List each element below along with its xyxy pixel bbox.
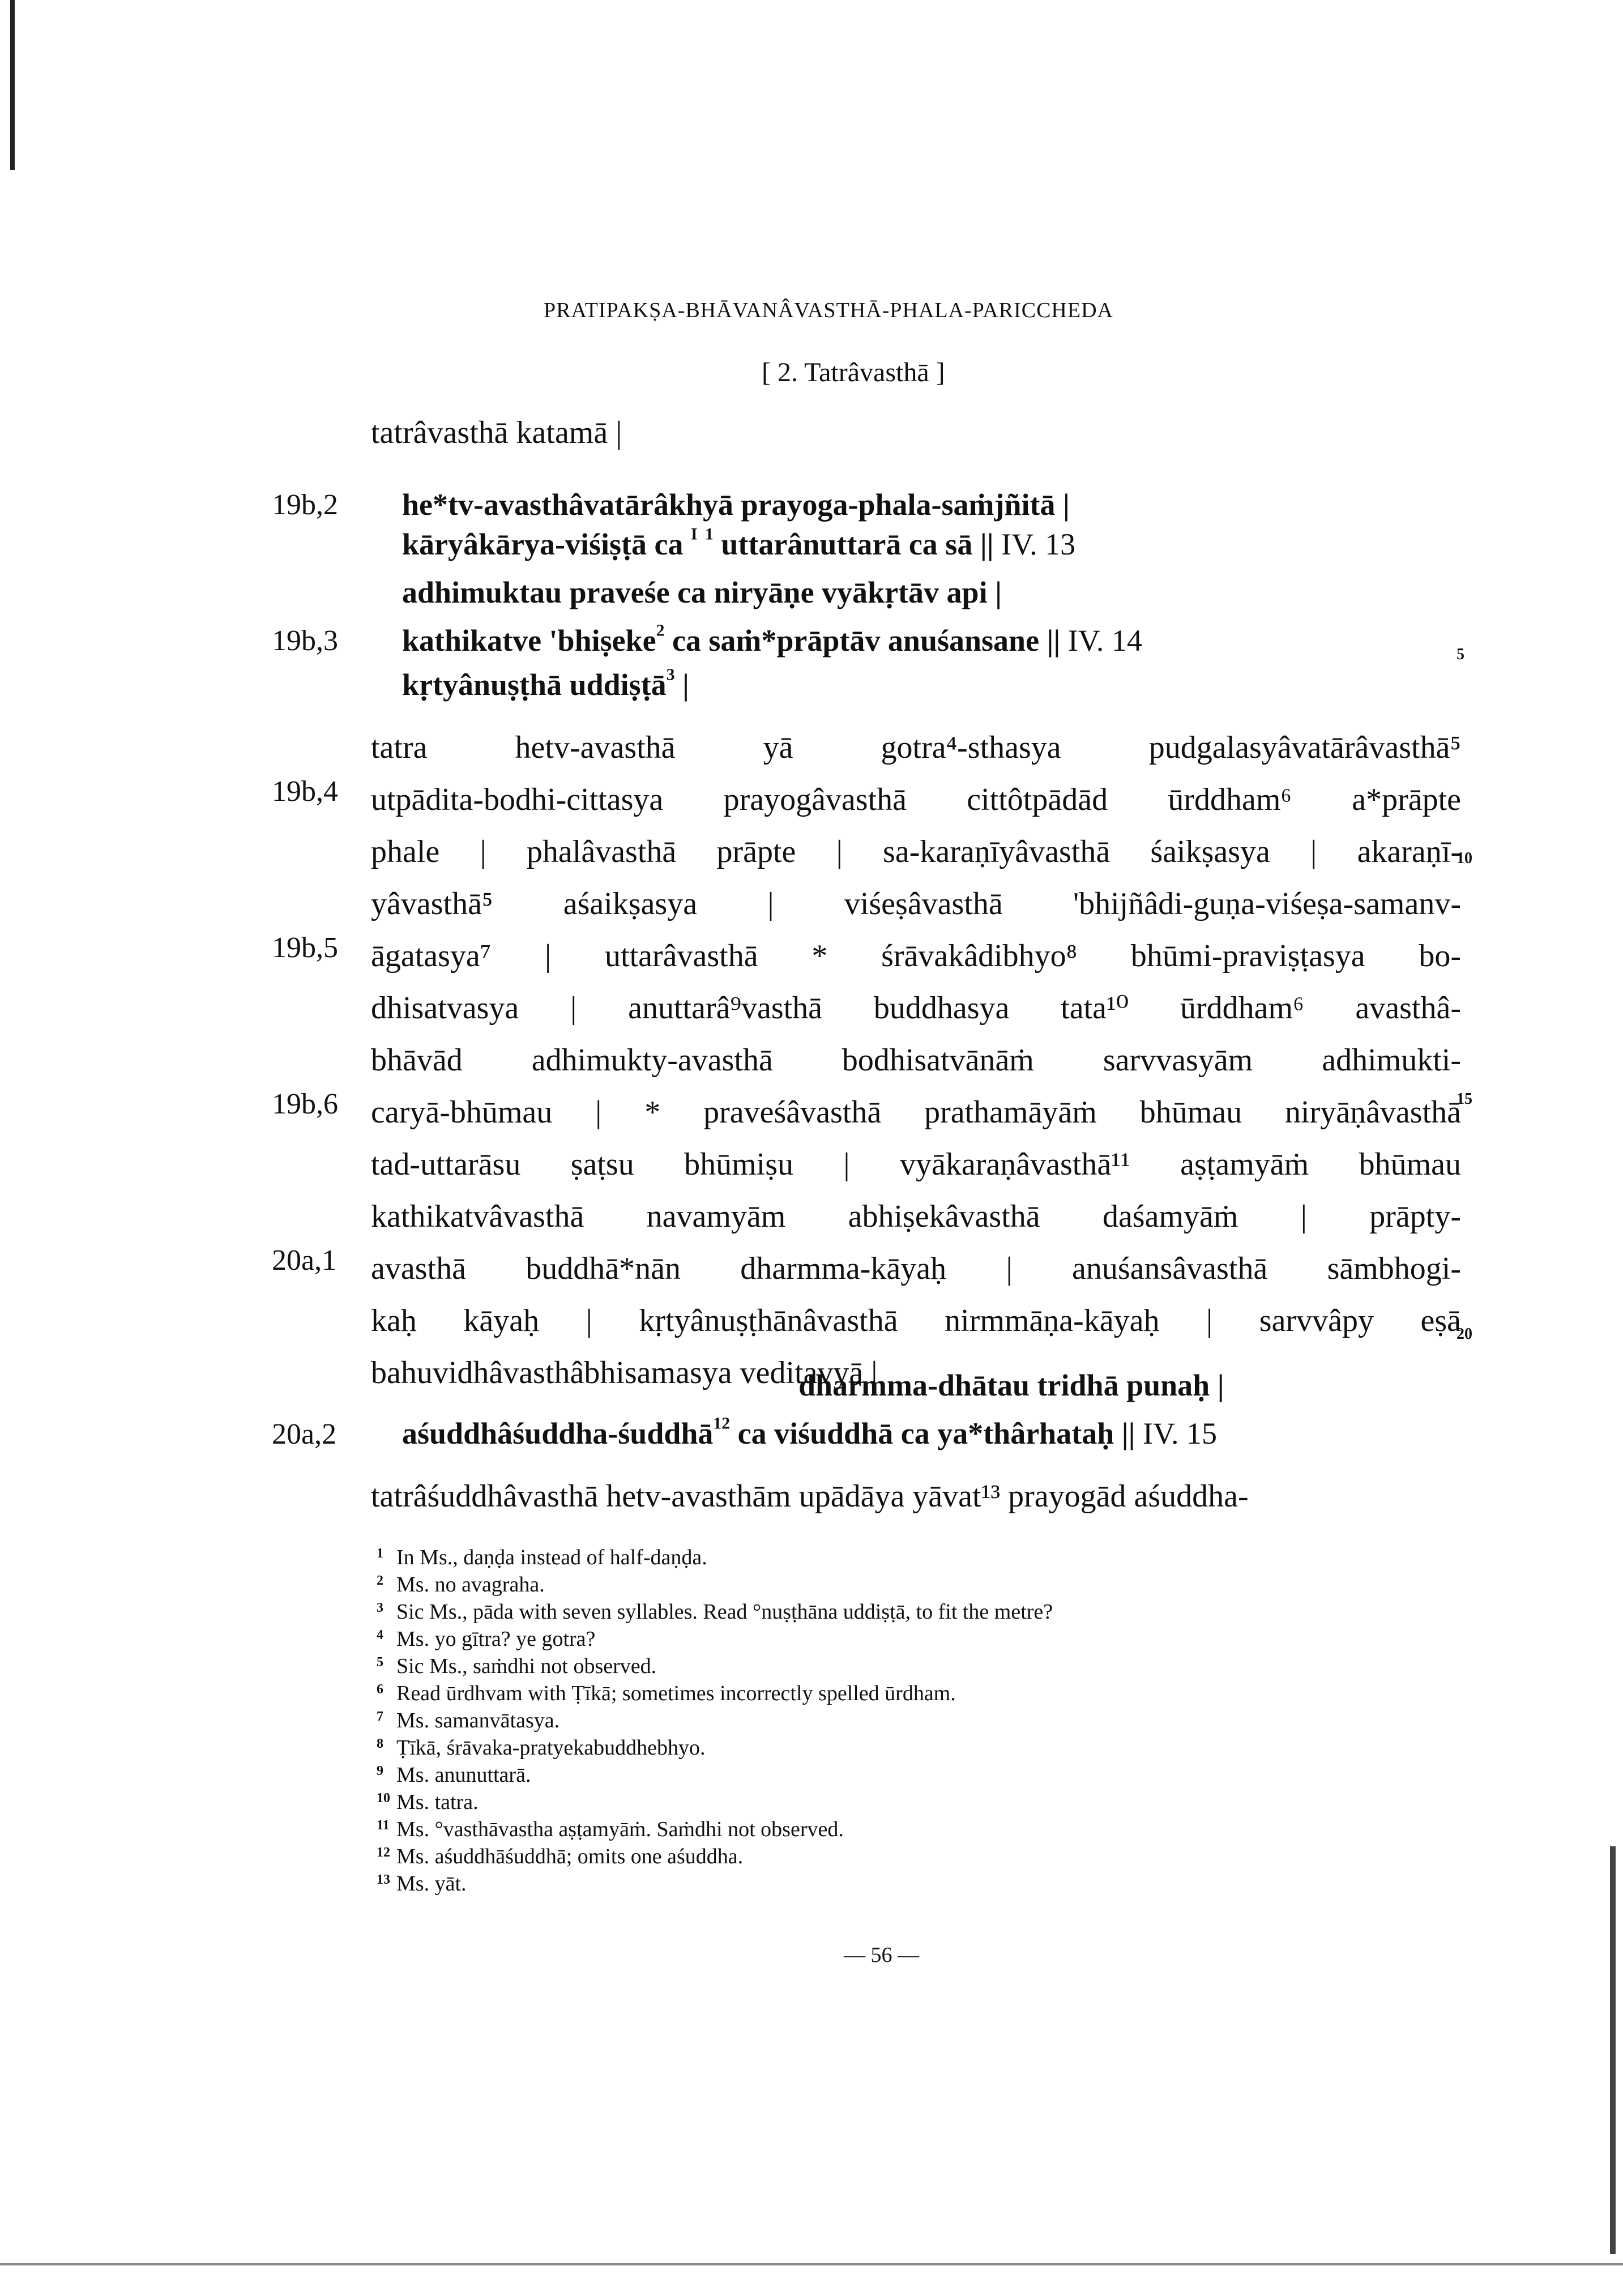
verse-line: kāryâkārya-viśiṣṭā ca $^I$ $^1$ uttarânuttarā ca sā || IV. 13 xyxy=(402,525,1076,561)
prose-line: bhāvād adhimukty-avasthā bodhisatvānāṁ sarvvasyām adhimukti- xyxy=(371,1043,1461,1078)
footnote: 3 Sic Ms., pāda with seven syllables. Read °nuṣṭhāna uddiṣṭā, to fit the metre? xyxy=(377,1600,1053,1624)
footnote: 12 Ms. aśuddhāśuddhā; omits one aśuddha. xyxy=(377,1845,744,1868)
margin-line-number: 20 xyxy=(1457,1325,1472,1343)
folio-ref: 20a,1 xyxy=(272,1244,337,1277)
scan-bottom-rule xyxy=(0,2263,1623,2265)
prose-line: āgatasya⁷ | uttarâvasthā * śrāvakâdibhyo⁸ bhūmi-praviṣṭasya bo- xyxy=(371,938,1461,974)
margin-line-number: 5 xyxy=(1457,646,1464,663)
verse-line: kathikatve 'bhiṣeke$^2$ ca saṁ*prāptāv anuśansane || IV. 14 xyxy=(402,621,1142,658)
folio-ref: 19b,3 xyxy=(272,625,338,657)
margin-line-number: 10 xyxy=(1457,850,1472,867)
footnote: 9 Ms. anunuttarā. xyxy=(377,1763,531,1787)
prose-line: dhisatvasya | anuttarâ⁹vasthā buddhasya tata¹⁰ ūrddham⁶ avasthâ- xyxy=(371,991,1461,1026)
prose-line: caryā-bhūmau | * praveśâvasthā prathamāyāṁ bhūmau niryāṇâvasthā xyxy=(371,1095,1461,1130)
footnote: 10 Ms. tatra. xyxy=(377,1790,479,1814)
scan-left-rule xyxy=(10,0,15,170)
page-number: — 56 — xyxy=(844,1943,919,1967)
prose-line: yâvasthā⁵ aśaikṣasya | viśeṣâvasthā 'bhijñâdi-guṇa-viśeṣa-samanv- xyxy=(371,886,1461,921)
footnote: 13 Ms. yāt. xyxy=(377,1872,467,1896)
intro-line: tatrâvasthā katamā | xyxy=(371,415,622,450)
footnote: 5 Sic Ms., saṁdhi not observed. xyxy=(377,1654,657,1678)
verse-line: kṛtyânuṣṭhā uddiṣṭā$^3$ | xyxy=(402,665,689,702)
margin-line-number: 15 xyxy=(1457,1090,1472,1108)
running-header: PRATIPAKṢA-BHĀVANÂVASTHĀ-PHALA-PARICCHEDA xyxy=(544,298,1113,322)
footnote: 2 Ms. no avagraha. xyxy=(377,1573,545,1597)
verse-line: aśuddhâśuddha-śuddhā$^{12}$ ca viśuddhā ca ya*thârhataḥ || IV. 15 xyxy=(402,1414,1218,1450)
prose-line: avasthā buddhā*nān dharmma-kāyaḥ | anuśansâvasthā sāmbhogi- xyxy=(371,1251,1461,1286)
section-title: [ 2. Tatrâvasthā ] xyxy=(762,357,945,387)
prose-line: kathikatvâvasthā navamyām abhiṣekâvasthā daśamyāṁ | prāpty- xyxy=(371,1199,1461,1234)
footnote: 6 Read ūrdhvam with Ṭīkā; sometimes incorrectly spelled ūrdham. xyxy=(377,1682,956,1705)
footnote: 4 Ms. yo gītra? ye gotra? xyxy=(377,1627,596,1651)
footnote: 7 Ms. samanvātasya. xyxy=(377,1709,560,1732)
verse-line: he*tv-avasthâvatārâkhyā prayoga-phala-saṁjñitā | xyxy=(402,488,1070,522)
prose-line: kaḥ kāyaḥ | kṛtyânuṣṭhānâvasthā nirmmāṇa-kāyaḥ | sarvvâpy eṣā xyxy=(371,1303,1461,1338)
folio-ref: 19b,4 xyxy=(272,775,338,808)
verse-line: dharmma-dhātau tridhā punaḥ | xyxy=(798,1368,1224,1402)
prose-line: tad-uttarāsu ṣaṭsu bhūmiṣu | vyākaraṇâvasthā¹¹ aṣṭamyāṁ bhūmau xyxy=(371,1147,1461,1182)
footnote: 8 Ṭīkā, śrāvaka-pratyekabuddhebhyo. xyxy=(377,1736,706,1760)
closing-line: tatrâśuddhâvasthā hetv-avasthām upādāya yāvat¹³ prayogād aśuddha- xyxy=(371,1479,1249,1514)
folio-ref: 20a,2 xyxy=(272,1418,337,1450)
folio-ref: 19b,6 xyxy=(272,1088,338,1120)
prose-block xyxy=(371,722,1461,1399)
scan-right-edge xyxy=(1610,1846,1616,2254)
prose-line: utpādita-bodhi-cittasya prayogâvasthā cittôtpādād ūrddham⁶ a*prāpte xyxy=(371,782,1461,817)
footnote: 11 Ms. °vasthāvastha aṣṭamyāṁ. Saṁdhi not observed. xyxy=(377,1817,844,1841)
footnote: 1 In Ms., daṇḍa instead of half-daṇḍa. xyxy=(377,1546,707,1569)
folio-ref: 19b,2 xyxy=(272,489,338,521)
prose-line: phale | phalâvasthā prāpte | sa-karaṇīyâvasthā śaikṣasya | akaraṇī- xyxy=(371,834,1461,869)
prose-line: bahuvidhâvasthâbhisamasya veditavyā | xyxy=(371,1355,878,1390)
verse-line: adhimuktau praveśe ca niryāṇe vyākṛtāv api | xyxy=(402,575,1002,609)
prose-line: tatra hetv-avasthā yā gotra⁴-sthasya pudgalasyâvatārâvasthā⁵ xyxy=(371,730,1461,765)
folio-ref: 19b,5 xyxy=(272,932,338,964)
